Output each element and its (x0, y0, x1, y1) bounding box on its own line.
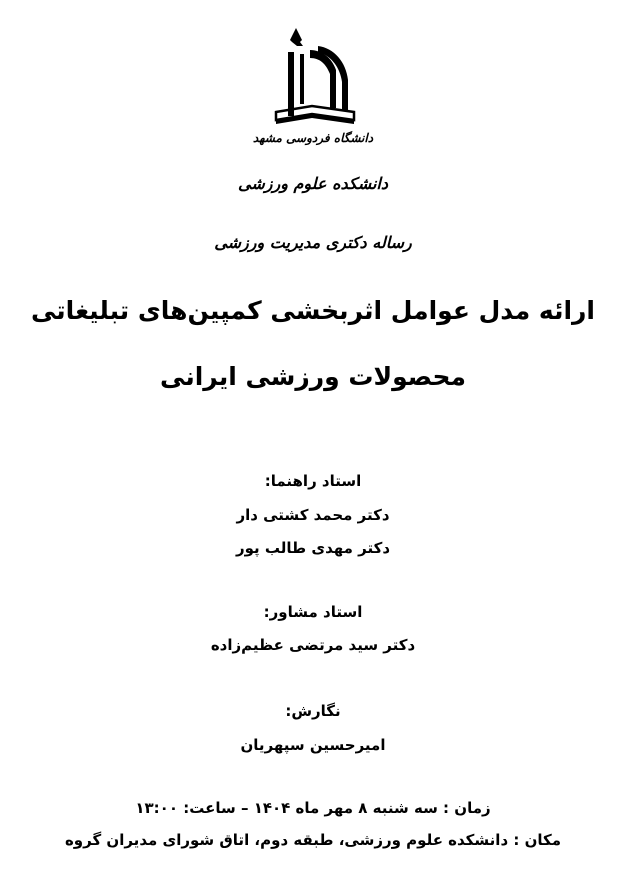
pen-nib-icon (290, 28, 303, 46)
supervisor-name-2: دکتر مهدی طالب پور (235, 539, 391, 557)
thesis-title-line-1: ارائه مدل عوامل اثربخشی کمپین‌های تبلیغاتی (31, 296, 595, 325)
author-label: نگارش: (285, 702, 341, 720)
university-logo (262, 24, 362, 128)
thesis-type: رساله دکتری مدیریت ورزشی (214, 233, 412, 252)
advisor-name: دکتر سید مرتضی عظیم‌زاده (210, 636, 416, 654)
university-name: دانشگاه فردوسی مشهد (252, 131, 374, 145)
defense-location: مکان : دانشکده علوم ورزشی، طبقه دوم، اتاق شورای مدیران گروه (64, 831, 562, 849)
faculty-name: دانشکده علوم ورزشی (238, 174, 388, 193)
advisor-label: استاد مشاور: (263, 603, 363, 621)
supervisor-name-1: دکتر محمد کشتی دار (236, 506, 390, 524)
thesis-title-line-2: محصولات ورزشی ایرانی (160, 362, 466, 391)
author-name: امیرحسین سپهریان (240, 736, 386, 754)
supervisor-label: استاد راهنما: (264, 472, 362, 490)
defense-time: زمان : سه شنبه ۸ مهر ماه ۱۴۰۴ – ساعت: ۱۳:۰۰ (135, 799, 491, 817)
